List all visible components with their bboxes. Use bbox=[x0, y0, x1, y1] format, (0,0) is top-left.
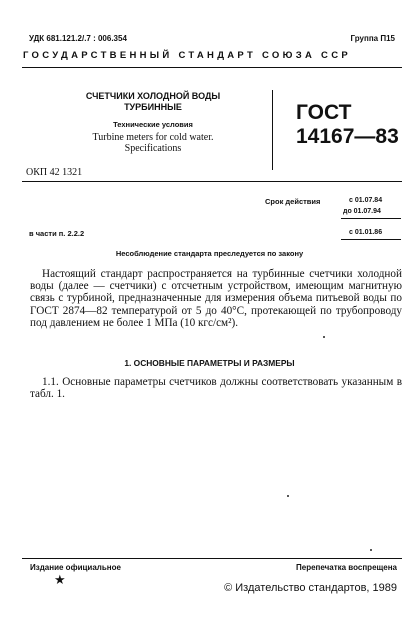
bottom-divider bbox=[22, 558, 402, 559]
part-underline bbox=[341, 239, 401, 240]
validity-from: с 01.07.84 bbox=[349, 197, 383, 204]
title-line-1: СЧЕТЧИКИ ХОЛОДНОЙ ВОДЫ bbox=[85, 91, 221, 101]
gost-block bbox=[296, 101, 399, 149]
section-heading: 1. ОСНОВНЫЕ ПАРАМЕТРЫ И РАЗМЕРЫ bbox=[124, 358, 295, 368]
vertical-divider bbox=[272, 90, 273, 170]
middle-divider bbox=[22, 181, 402, 182]
intro-paragraph: Настоящий стандарт распространяется на турбинные счетчики холодной воды (далее — счетчики) с отсчетным устройством, имеющим магнитную связь с турбиной, предназначенные для измерения объема питьевой воды по ГОСТ 2874—82 температурой от 5 до 40°С, протекающей по трубопроводу под давлением не более 1 МПа (10 кгс/см²). bbox=[30, 268, 402, 329]
udk-code: УДК 681.121.2/.7 : 006.354 bbox=[29, 34, 127, 43]
speck-mark bbox=[370, 549, 372, 551]
english-title-line-2: Specifications bbox=[124, 143, 182, 154]
title-block bbox=[58, 91, 248, 154]
validity-label: Срок действия bbox=[265, 197, 321, 206]
star-icon: ★ bbox=[54, 572, 66, 587]
speck-mark bbox=[287, 495, 289, 497]
gost-label: ГОСТ bbox=[296, 101, 352, 124]
law-notice: Несоблюдение стандарта преследуется по закону bbox=[115, 249, 304, 258]
official-edition: Издание официальное bbox=[30, 563, 121, 572]
okp-code: ОКП 42 1321 bbox=[26, 167, 83, 178]
state-standard-heading: ГОСУДАРСТВЕННЫЙ СТАНДАРТ СОЮЗА ССР bbox=[23, 50, 352, 61]
part-label: в части п. 2.2.2 bbox=[29, 229, 85, 238]
english-title-line-1: Turbine meters for cold water. bbox=[92, 132, 214, 143]
top-divider bbox=[22, 67, 402, 68]
part-from-date: с 01.01.86 bbox=[349, 229, 383, 236]
copyright: © Издательство стандартов, 1989 bbox=[224, 582, 397, 594]
section-paragraph: 1.1. Основные параметры счетчиков должны соответствовать указанным в табл. 1. bbox=[30, 376, 402, 401]
reprint-notice: Перепечатка воспрещена bbox=[296, 563, 397, 572]
gost-number: 14167—83 bbox=[296, 125, 399, 148]
title-line-2: ТУРБИННЫЕ bbox=[124, 102, 182, 112]
validity-underline bbox=[341, 218, 401, 219]
speck-mark bbox=[323, 336, 325, 338]
validity-to: до 01.07.94 bbox=[343, 208, 381, 215]
subtitle: Технические условия bbox=[113, 120, 193, 129]
group-code: Группа П15 bbox=[350, 34, 395, 43]
